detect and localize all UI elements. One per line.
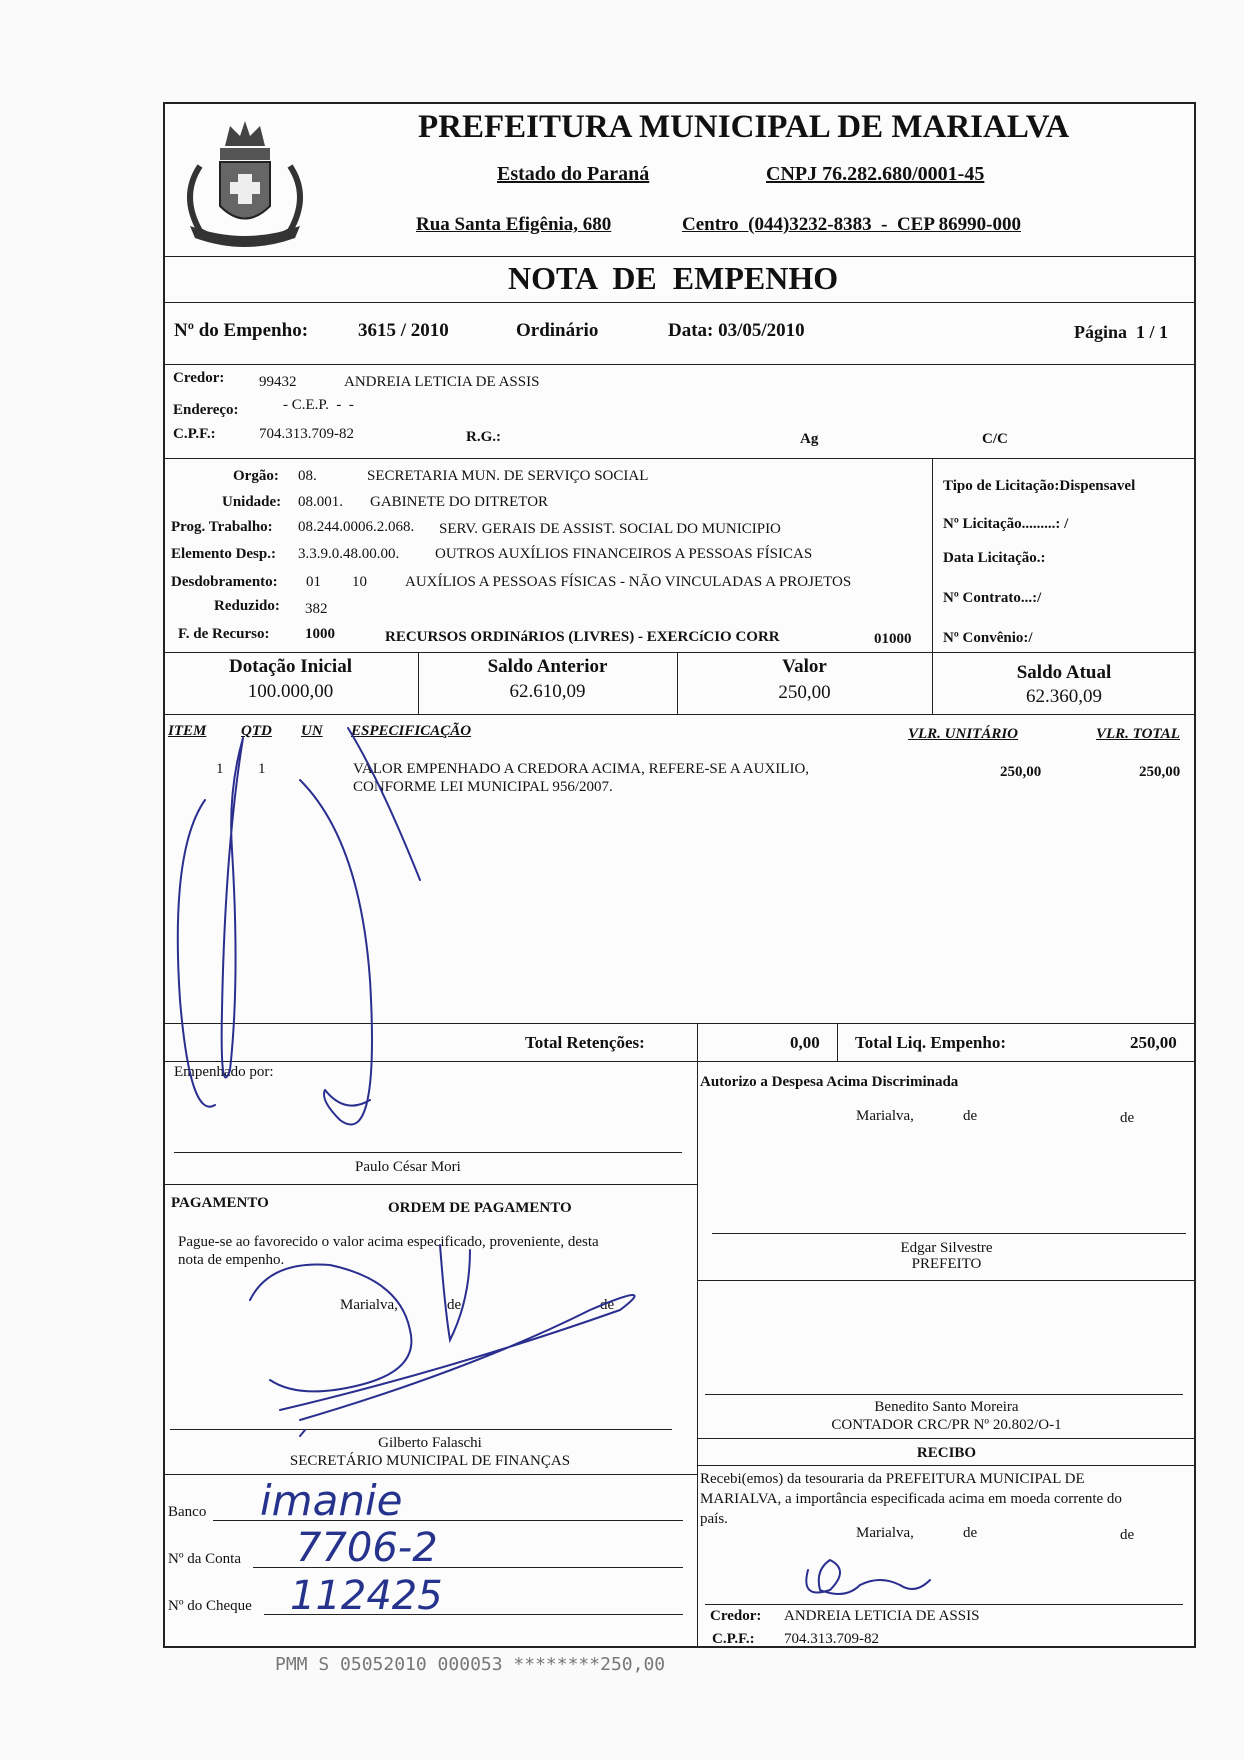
data-licitacao: Data Licitação.: <box>943 550 1046 566</box>
contador-name: Benedito Santo Moreira <box>874 1399 1019 1415</box>
credor-code: 99432 <box>259 374 297 390</box>
header-address: Rua Santa Efigênia, 680 <box>416 214 612 235</box>
recibo-text1: Recebi(emos) da tesouraria da PREFEITURA MUNICIPAL DE <box>700 1471 1085 1487</box>
unidade-code: 08.001. <box>298 494 343 510</box>
row-qtd: 1 <box>258 761 266 777</box>
saldo-anterior-value: 62.610,09 <box>509 681 586 702</box>
saldo-atual-value: 62.360,09 <box>1026 686 1102 707</box>
col-item: ITEM <box>168 723 207 739</box>
autorizo-city: Marialva, <box>856 1108 914 1124</box>
conta-value: 7706-2 <box>296 1525 438 1571</box>
unidade-label: Unidade: <box>222 494 282 510</box>
recibo-text2: MARIALVA, a importância especificada acima em moeda corrente do <box>700 1491 1122 1507</box>
empenho-type: Ordinário <box>516 320 599 341</box>
prog-code: 08.244.0006.2.068. <box>298 519 415 535</box>
contador-title: CONTADOR CRC/PR Nº 20.802/O-1 <box>831 1417 1062 1433</box>
recurso-code2: 01000 <box>874 631 912 647</box>
row-spec-line1: VALOR EMPENHADO A CREDORA ACIMA, REFERE-SE A AUXILIO, <box>353 761 810 777</box>
autorizo-label: Autorizo a Despesa Acima Discriminada <box>700 1074 959 1090</box>
autorizo-de1: de <box>963 1108 978 1124</box>
banco-value: imanie <box>260 1476 403 1525</box>
recurso-code: 1000 <box>305 626 335 642</box>
recibo-city: Marialva, <box>856 1525 914 1541</box>
cc-label: C/C <box>982 431 1008 447</box>
secretario-name: Gilberto Falaschi <box>378 1435 482 1451</box>
rg-label: R.G.: <box>466 429 501 445</box>
empenhado-label: Empenhado por: <box>174 1064 274 1080</box>
desdobramento-label: Desdobramento: <box>171 574 278 590</box>
cpf-value: 704.313.709-82 <box>259 426 354 442</box>
prefeito-title: PREFEITO <box>911 1256 982 1272</box>
autorizo-de2: de <box>1120 1110 1135 1126</box>
recibo-label: RECIBO <box>916 1445 977 1461</box>
reduzido-code: 382 <box>305 601 328 617</box>
recurso-label: F. de Recurso: <box>178 626 270 642</box>
row-spec-line2: CONFORME LEI MUNICIPAL 956/2007. <box>353 779 613 795</box>
numero-licitacao: Nº Licitação.........: / <box>943 516 1069 532</box>
col-spec: ESPECIFICAÇÃO <box>351 723 472 739</box>
elemento-code: 3.3.9.0.48.00.00. <box>298 546 400 562</box>
payment-stamp: PMM S 05052010 000053 ********250,00 <box>275 1654 666 1675</box>
banco-label: Banco <box>168 1504 207 1520</box>
ordem-pagamento-label: ORDEM DE PAGAMENTO <box>388 1200 572 1216</box>
saldo-anterior-label: Saldo Anterior <box>487 656 608 677</box>
row-item: 1 <box>216 761 224 777</box>
pagamento-de2: de <box>600 1297 615 1313</box>
empenho-number: 3615 / 2010 <box>358 320 449 341</box>
desdobramento-code2: 10 <box>352 574 367 590</box>
empenhado-name: Paulo César Mori <box>355 1159 461 1175</box>
col-qtd: QTD <box>241 723 272 739</box>
recibo-credor-name: ANDREIA LETICIA DE ASSIS <box>784 1608 980 1624</box>
header-state: Estado do Paraná <box>497 163 650 185</box>
recibo-cpf-label: C.P.F.: <box>712 1631 755 1647</box>
liquido-value: 250,00 <box>1130 1033 1177 1052</box>
liquido-label: Total Liq. Empenho: <box>855 1033 1006 1052</box>
endereco-value: - C.E.P. - - <box>283 397 354 413</box>
recibo-de2: de <box>1120 1527 1135 1543</box>
cheque-value: 112425 <box>290 1573 443 1619</box>
prog-label: Prog. Trabalho: <box>171 519 273 535</box>
orgao-desc: SECRETARIA MUN. DE SERVIÇO SOCIAL <box>367 468 649 484</box>
row-unit-value: 250,00 <box>1000 764 1042 780</box>
recurso-desc: RECURSOS ORDINáRIOS (LIVRES) - EXERCíCIO CORR <box>385 629 780 645</box>
tipo-licitacao: Tipo de Licitação:Dispensavel <box>943 478 1136 494</box>
prog-desc: SERV. GERAIS DE ASSIST. SOCIAL DO MUNICIPIO <box>439 521 781 537</box>
reduzido-label: Reduzido: <box>214 598 280 614</box>
prefeito-name: Edgar Silvestre <box>900 1240 993 1256</box>
header-title: PREFEITURA MUNICIPAL DE MARIALVA <box>418 109 1070 145</box>
row-total-value: 250,00 <box>1139 764 1181 780</box>
recibo-text3: país. <box>700 1511 728 1527</box>
ag-label: Ag <box>800 431 819 447</box>
empenho-date: Data: 03/05/2010 <box>668 320 805 341</box>
numero-contrato: Nº Contrato...:/ <box>943 590 1042 606</box>
pagamento-de1: de <box>447 1297 462 1313</box>
valor-value: 250,00 <box>778 682 831 703</box>
header-cnpj: CNPJ 76.282.680/0001-45 <box>766 163 985 185</box>
conta-label: Nº da Conta <box>168 1551 241 1567</box>
retencoes-value: 0,00 <box>790 1033 820 1052</box>
recibo-cpf-value: 704.313.709-82 <box>784 1631 879 1647</box>
dotacao-label: Dotação Inicial <box>229 656 352 677</box>
credor-name: ANDREIA LETICIA DE ASSIS <box>344 374 540 390</box>
header-contact: Centro (044)3232-8383 - CEP 86990-000 <box>682 214 1021 235</box>
recibo-credor-label: Credor: <box>710 1608 762 1624</box>
saldo-atual-label: Saldo Atual <box>1016 662 1112 683</box>
endereco-label: Endereço: <box>173 402 239 418</box>
dotacao-value: 100.000,00 <box>247 681 334 702</box>
pagamento-label: PAGAMENTO <box>171 1195 269 1211</box>
pagamento-city: Marialva, <box>340 1297 398 1313</box>
col-unit: VLR. UNITÁRIO <box>908 726 1019 742</box>
document-title: NOTA DE EMPENHO <box>508 260 839 296</box>
desdobramento-code: 01 <box>306 574 321 590</box>
elemento-desc: OUTROS AUXÍLIOS FINANCEIROS A PESSOAS FÍSICAS <box>435 546 813 562</box>
desdobramento-desc: AUXÍLIOS A PESSOAS FÍSICAS - NÃO VINCULADAS A PROJETOS <box>405 574 852 590</box>
retencoes-label: Total Retenções: <box>525 1033 645 1052</box>
recibo-de1: de <box>963 1525 978 1541</box>
secretario-title: SECRETÁRIO MUNICIPAL DE FINANÇAS <box>289 1453 571 1469</box>
unidade-desc: GABINETE DO DITRETOR <box>370 494 549 510</box>
credor-label: Credor: <box>173 370 225 386</box>
col-un: UN <box>301 723 323 739</box>
empenho-label: Nº do Empenho: <box>174 320 309 341</box>
col-total: VLR. TOTAL <box>1096 726 1180 742</box>
cpf-label: C.P.F.: <box>173 426 216 442</box>
numero-convenio: Nº Convênio:/ <box>943 630 1033 646</box>
elemento-label: Elemento Desp.: <box>171 546 276 562</box>
cheque-label: Nº do Cheque <box>168 1598 252 1614</box>
orgao-code: 08. <box>298 468 317 484</box>
pagamento-text1: Pague-se ao favorecido o valor acima especificado, proveniente, desta <box>178 1234 599 1250</box>
pagamento-text2: nota de empenho. <box>178 1252 285 1268</box>
valor-label: Valor <box>782 656 827 677</box>
orgao-label: Orgão: <box>233 468 279 484</box>
empenho-page: Página 1 / 1 <box>1074 322 1169 342</box>
